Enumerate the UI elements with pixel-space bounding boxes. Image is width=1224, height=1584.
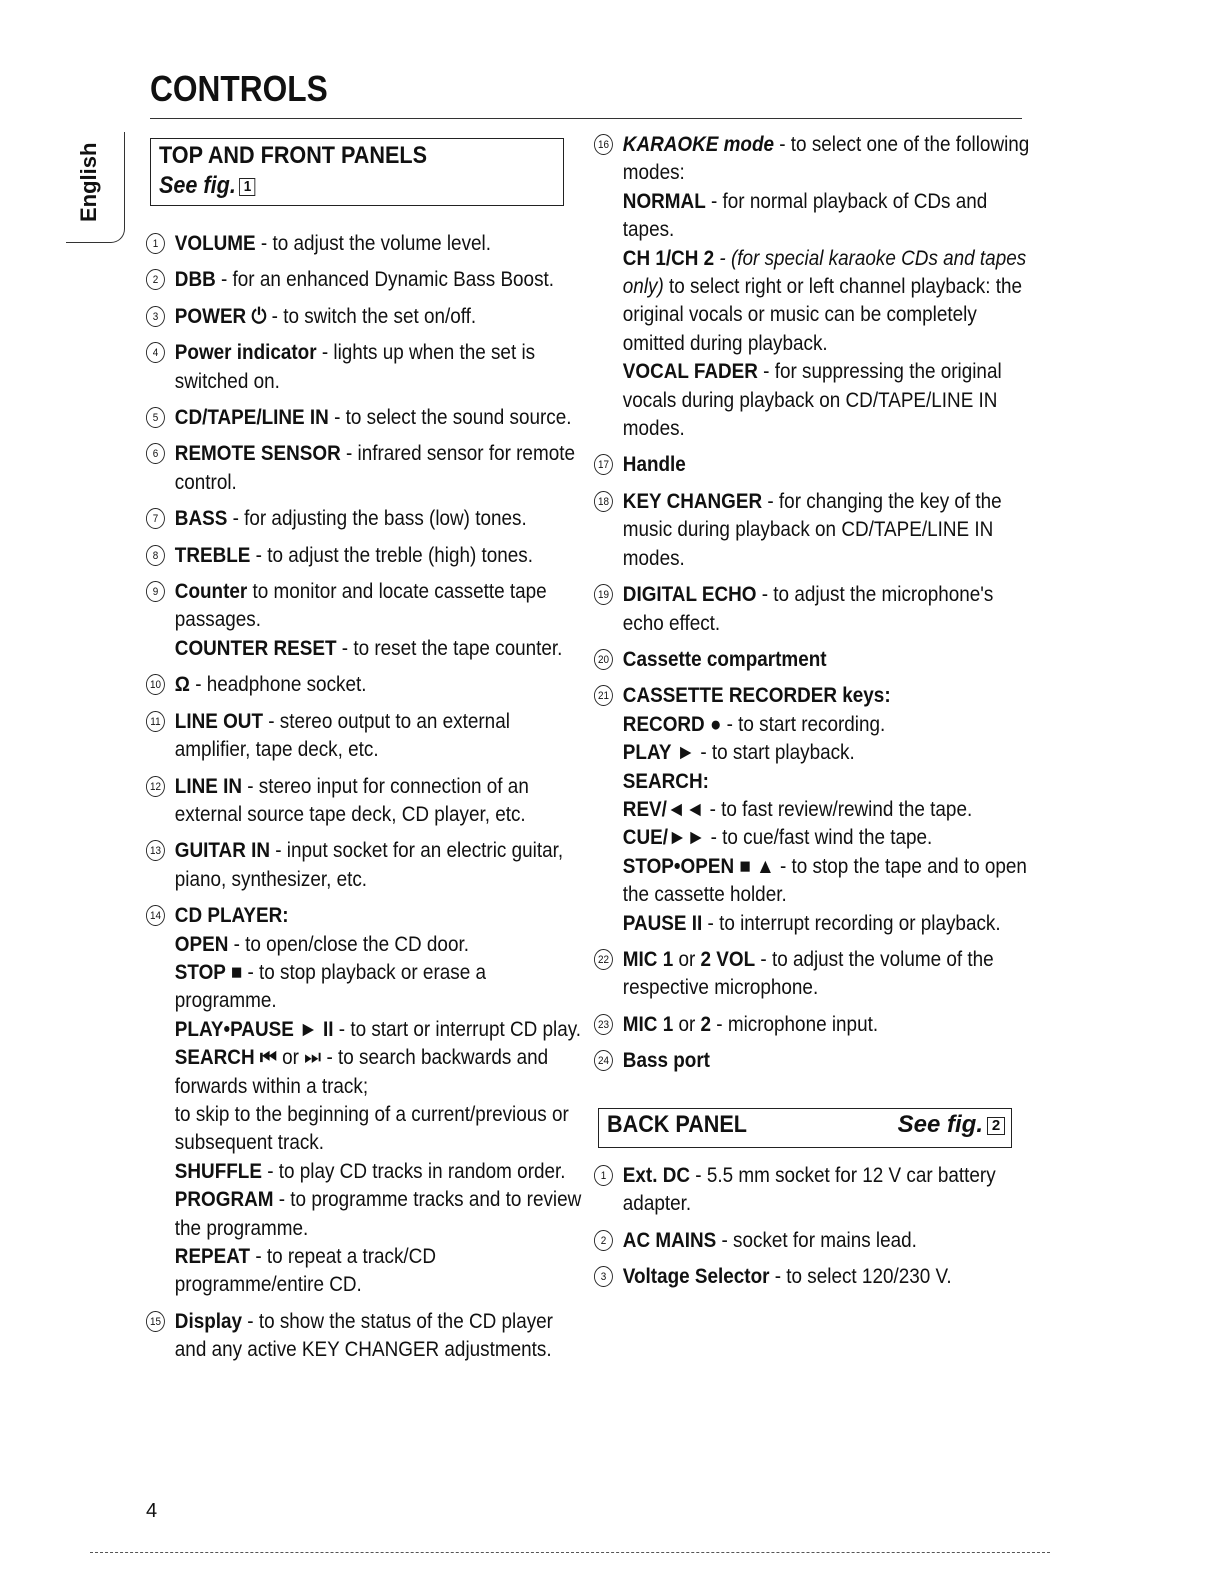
item-number: 3 xyxy=(146,306,165,327)
item-title: AC MAINS xyxy=(622,1228,717,1252)
figure-reference xyxy=(159,171,515,201)
item-number: 14 xyxy=(146,905,165,926)
item-description: - to select 120/230 V. xyxy=(769,1265,952,1289)
list-item xyxy=(146,1308,589,1365)
item-number: 4 xyxy=(146,342,165,363)
item-description: - to switch the set on/off. xyxy=(266,304,477,328)
item-title: Display xyxy=(174,1309,243,1333)
item-title-2: 2 VOL xyxy=(700,947,756,971)
list-item xyxy=(146,339,589,396)
item-title: MIC 1 xyxy=(622,947,674,971)
mode-title: CH 1/CH 2 xyxy=(622,246,715,270)
sub-description: - to repeat a track/CD programme/entire CD. xyxy=(174,1245,436,1297)
item-number: 9 xyxy=(146,581,165,602)
item-title: Ext. DC xyxy=(622,1164,691,1187)
back-panel-header xyxy=(598,1108,1012,1148)
item-number: 12 xyxy=(146,776,165,797)
sub-line xyxy=(623,768,1037,796)
sub-title: PLAY•PAUSE ► II xyxy=(174,1017,334,1041)
list-item xyxy=(594,488,1037,573)
item-title: Handle xyxy=(622,453,686,477)
list-item xyxy=(146,542,589,570)
item-description: - to adjust the microphone's echo effect. xyxy=(622,583,994,635)
sub-title: PLAY ► xyxy=(622,741,696,765)
sub-description: - to stop the tape and to open the cassette holder. xyxy=(622,854,1027,907)
section-heading: TOP AND FRONT PANELS xyxy=(159,142,428,169)
item-title: TREBLE xyxy=(174,543,251,567)
sub-title: SEARCH: xyxy=(622,769,709,793)
item-number: 5 xyxy=(146,407,165,428)
sub-title: RECORD ● xyxy=(622,712,722,736)
sub-title: REV/◄◄ xyxy=(622,797,705,821)
page-title: CONTROLS xyxy=(150,68,328,109)
item-description: - input socket for an electric guitar, piano, synthesizer, etc. xyxy=(174,839,564,891)
sub-line xyxy=(175,635,589,663)
list-item xyxy=(146,303,589,331)
item-number: 21 xyxy=(594,685,613,706)
item-title: CD PLAYER: xyxy=(174,904,289,928)
list-item xyxy=(594,946,1037,1003)
sub-line xyxy=(623,796,1037,824)
item-number: 2 xyxy=(594,1230,613,1251)
list-item xyxy=(146,773,589,830)
mode-description: to select right or left channel playback: the original vocals or music can be completely omitted during playback. xyxy=(622,275,1023,355)
sub-title: REPEAT xyxy=(174,1245,251,1268)
language-tab-label: English xyxy=(76,142,101,222)
sub-title: STOP ■ xyxy=(174,960,243,984)
list-item xyxy=(594,1047,1037,1075)
list-item xyxy=(146,440,589,497)
sub-line xyxy=(175,1243,589,1300)
see-fig-label: See fig. xyxy=(897,1111,983,1138)
sub-line xyxy=(175,1158,589,1186)
item-description: - to show the status of the CD player and any active KEY CHANGER adjustments. xyxy=(174,1309,553,1362)
item-title: MIC 1 xyxy=(622,1012,674,1036)
item-title: REMOTE SENSOR xyxy=(174,442,341,466)
item-description: to monitor and locate cassette tape passages. xyxy=(174,580,547,632)
sub-title: COUNTER RESET xyxy=(174,636,337,660)
sub-description: - to play CD tracks in random order. xyxy=(261,1159,566,1183)
item-number: 23 xyxy=(594,1014,613,1035)
sub-title: SHUFFLE xyxy=(174,1159,262,1183)
item-description: - stereo output to an external amplifier, tape deck, etc. xyxy=(174,709,510,762)
item-title: Counter xyxy=(174,580,248,604)
item-title: KEY CHANGER xyxy=(622,489,763,513)
sub-line xyxy=(175,959,589,1016)
footer-rule xyxy=(90,1552,1050,1554)
list-item xyxy=(594,646,1037,674)
list-item xyxy=(146,708,589,765)
item-number: 15 xyxy=(146,1311,165,1332)
list-item xyxy=(146,266,589,294)
item-description: - to select the sound source. xyxy=(328,406,572,430)
item-description: - to select one of the following modes: xyxy=(622,133,1030,185)
item-title: DIGITAL ECHO xyxy=(622,583,757,607)
sub-description: - to start or interrupt CD play. xyxy=(333,1017,582,1041)
title-rule xyxy=(150,118,1022,119)
item-title: LINE IN xyxy=(174,774,243,798)
list-item xyxy=(146,230,589,258)
item-description: - lights up when the set is switched on. xyxy=(174,341,536,393)
sub-line xyxy=(623,910,1037,938)
sub-line xyxy=(175,1186,589,1243)
sub-title: CUE/►► xyxy=(622,826,706,850)
item-number: 10 xyxy=(146,674,165,695)
list-item xyxy=(594,1162,1037,1219)
figure-number: 1 xyxy=(239,178,255,196)
item-number: 7 xyxy=(146,508,165,529)
item-description: - microphone input. xyxy=(711,1012,879,1036)
list-item xyxy=(146,902,589,1300)
item-title: KARAOKE mode xyxy=(622,133,775,156)
sub-line xyxy=(175,931,589,959)
sub-description: - to fast review/rewind the tape. xyxy=(704,797,973,821)
right-column xyxy=(594,131,1030,1084)
sub-description: to skip to the beginning of a current/previous or subsequent track. xyxy=(174,1102,569,1155)
mode-title: NORMAL xyxy=(622,189,706,213)
sub-line xyxy=(623,824,1037,852)
item-number: 17 xyxy=(594,454,613,475)
item-number: 22 xyxy=(594,949,613,970)
figure-number: 2 xyxy=(987,1117,1005,1135)
left-column xyxy=(146,230,582,1373)
sub-line xyxy=(175,1101,589,1158)
sub-line xyxy=(175,1016,589,1044)
item-title-2: 2 xyxy=(700,1012,712,1036)
item-number: 8 xyxy=(146,545,165,566)
list-item xyxy=(594,581,1037,638)
sub-title: PROGRAM xyxy=(174,1188,274,1212)
item-title: Cassette compartment xyxy=(622,647,827,671)
item-title: VOLUME xyxy=(174,232,256,255)
item-description: - infrared sensor for remote control. xyxy=(174,442,575,494)
item-description: - to adjust the volume of the respective microphone. xyxy=(622,947,994,1000)
section-heading: BACK PANEL xyxy=(607,1111,748,1138)
mode-note: - (for special karaoke CDs and tapes only) xyxy=(622,246,1027,299)
item-title: LINE OUT xyxy=(174,709,263,733)
item-description: - for changing the key of the music during playback on CD/TAPE/LINE IN modes. xyxy=(622,489,1002,570)
list-item xyxy=(146,671,589,699)
mode-description: - for normal playback of CDs and tapes. xyxy=(622,189,988,242)
sub-description: - to stop playback or erase a programme. xyxy=(174,960,486,1013)
item-title: GUITAR IN xyxy=(174,839,271,863)
list-item xyxy=(594,682,1037,938)
sub-title: SEARCH ⏮ xyxy=(174,1046,277,1070)
sub-title: PAUSE II xyxy=(622,911,703,935)
item-number: 18 xyxy=(594,491,613,512)
item-number: 1 xyxy=(146,233,165,254)
item-number: 16 xyxy=(594,134,613,155)
sub-description: - to programme tracks and to review the programme. xyxy=(174,1188,582,1240)
item-description: - socket for mains lead. xyxy=(716,1228,917,1252)
sub-line xyxy=(623,711,1037,739)
item-title: Bass port xyxy=(622,1049,710,1073)
sub-line xyxy=(623,739,1037,767)
sub-line xyxy=(623,853,1037,910)
item-number: 3 xyxy=(594,1266,613,1287)
list-item xyxy=(594,131,1037,443)
item-title: Ω xyxy=(174,673,190,697)
item-title: Power indicator xyxy=(174,341,317,365)
item-number: 20 xyxy=(594,649,613,670)
item-title: Voltage Selector xyxy=(622,1265,770,1289)
page-number: 4 xyxy=(146,1500,158,1522)
sub-description: - to reset the tape counter. xyxy=(336,636,563,660)
top-front-panels-header xyxy=(150,138,564,206)
sub-title: OPEN xyxy=(174,932,229,956)
list-item xyxy=(594,1011,1037,1039)
sub-description: or ⏭ - to search backwards and forwards within a track; xyxy=(174,1046,549,1098)
list-item xyxy=(594,1227,1037,1255)
item-description: - headphone socket. xyxy=(189,673,367,697)
item-connector: or xyxy=(673,947,701,971)
sub-line xyxy=(175,1044,589,1101)
item-title: CD/TAPE/LINE IN xyxy=(174,406,329,430)
item-title: BASS xyxy=(174,507,228,531)
item-title: CASSETTE RECORDER keys: xyxy=(622,684,891,708)
list-item xyxy=(594,451,1037,479)
item-number: 13 xyxy=(146,840,165,861)
item-number: 11 xyxy=(146,711,165,732)
figure-reference xyxy=(898,1111,1005,1139)
item-number: 19 xyxy=(594,584,613,605)
item-title: DBB xyxy=(174,268,216,292)
item-connector: or xyxy=(673,1012,701,1036)
item-number: 24 xyxy=(594,1050,613,1071)
item-description: - to adjust the treble (high) tones. xyxy=(250,543,534,567)
mode-description: - for suppressing the original vocals during playback on CD/TAPE/LINE IN modes. xyxy=(622,360,1002,441)
item-number: 2 xyxy=(146,269,165,290)
item-number: 1 xyxy=(594,1165,613,1186)
list-item xyxy=(594,1263,1037,1291)
sub-description: - to interrupt recording or playback. xyxy=(702,911,1001,935)
item-description: - 5.5 mm socket for 12 V car battery adapter. xyxy=(622,1164,996,1216)
list-item xyxy=(146,837,589,894)
item-number: 6 xyxy=(146,443,165,464)
list-item xyxy=(146,505,589,533)
item-description: - for adjusting the bass (low) tones. xyxy=(227,507,527,531)
see-fig-label: See fig. xyxy=(159,172,236,199)
item-description: - to adjust the volume level. xyxy=(255,232,491,255)
sub-description: - to open/close the CD door. xyxy=(228,932,469,956)
list-item xyxy=(146,578,589,663)
item-title: POWER ⏻ xyxy=(174,304,267,328)
sub-title: STOP•OPEN ■ ▲ xyxy=(622,854,775,878)
item-description: - for an enhanced Dynamic Bass Boost. xyxy=(215,268,555,292)
sub-description: - to start recording. xyxy=(721,712,886,736)
back-panel-list xyxy=(594,1162,1024,1300)
item-description: - stereo input for connection of an external source tape deck, CD player, etc. xyxy=(174,774,529,826)
sub-description: - to start playback. xyxy=(695,741,855,765)
list-item xyxy=(146,404,589,432)
mode-title: VOCAL FADER xyxy=(622,360,758,384)
sub-description: - to cue/fast wind the tape. xyxy=(705,826,933,850)
